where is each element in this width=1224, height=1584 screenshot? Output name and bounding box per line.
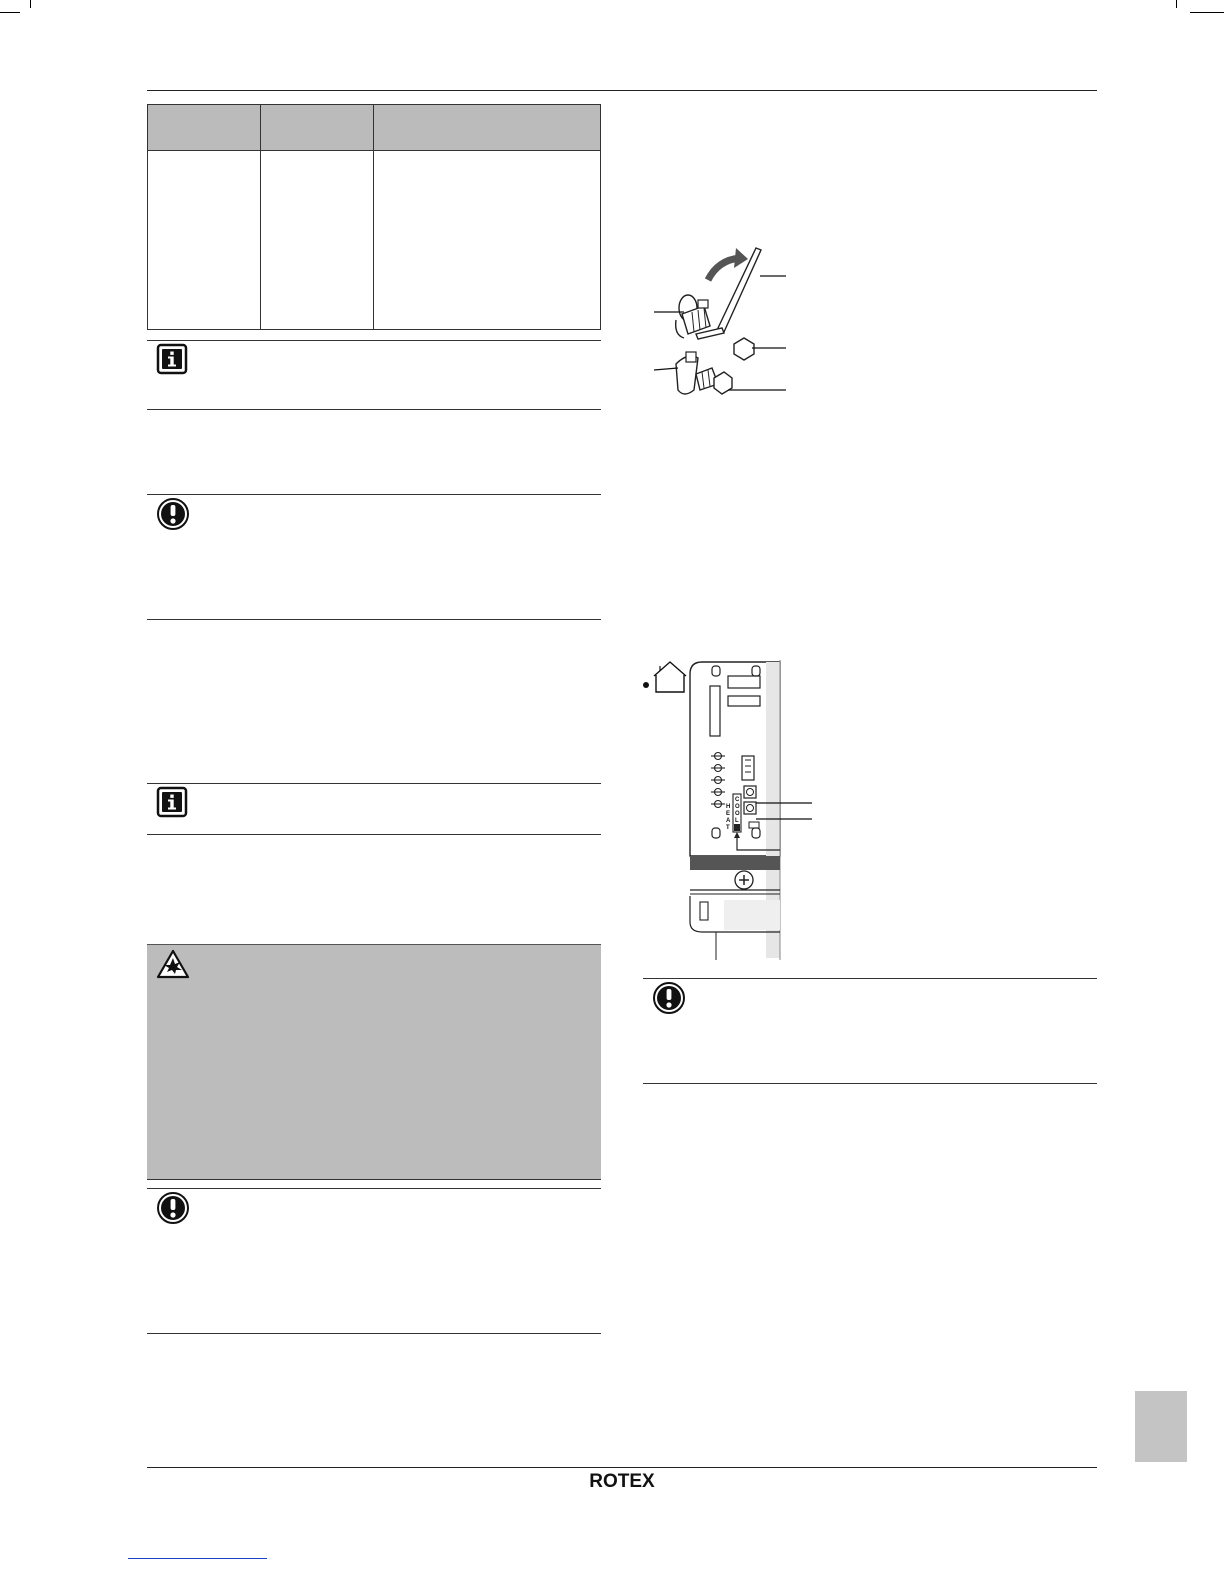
side-chapter-tab: [1135, 1391, 1187, 1462]
svg-text:H: H: [726, 804, 731, 810]
svg-text:O: O: [735, 804, 740, 810]
note-top-rule: [147, 494, 601, 495]
note-bottom-rule: [643, 1083, 1097, 1084]
note-top-rule: [643, 978, 1097, 979]
note-bottom-rule: [147, 409, 601, 410]
crop-mark-top-left: [0, 12, 20, 13]
exclamation-icon: [652, 981, 686, 1020]
info-icon: [156, 343, 188, 380]
table-header-row: [148, 105, 600, 151]
note-bottom-rule: [147, 619, 601, 620]
danger-panel: [147, 944, 601, 1180]
svg-text:E: E: [726, 811, 731, 817]
svg-text:C: C: [735, 797, 740, 803]
header-rule: [147, 90, 1097, 91]
crop-mark-top-right-v: [1176, 0, 1177, 8]
rotex-logo: [584, 1468, 660, 1494]
note-bottom-rule: [147, 834, 601, 835]
svg-text:A: A: [726, 818, 731, 824]
rotex-logo-text: ROTEX: [589, 1471, 655, 1492]
svg-text:T: T: [726, 825, 730, 831]
table-col-divider-2: [373, 105, 374, 329]
note-bottom-rule: [147, 1333, 601, 1334]
control-board-illustration: [688, 660, 813, 960]
svg-text:L: L: [735, 818, 739, 824]
note-top-rule: [147, 340, 601, 341]
note-top-rule: [147, 1188, 601, 1189]
footer-link-underline[interactable]: [128, 1558, 267, 1559]
crop-mark-top-left-v: [30, 0, 31, 8]
svg-text:O: O: [735, 811, 740, 817]
table: [147, 104, 601, 330]
exclamation-icon: [156, 1191, 190, 1230]
explosion-warning-icon: [156, 949, 190, 984]
note-bottom-rule: [147, 1179, 601, 1180]
note-top-rule: [147, 783, 601, 784]
table-col-divider-1: [260, 105, 261, 329]
info-icon: [156, 786, 188, 823]
stop-valve-illustration: [648, 240, 788, 410]
exclamation-icon: [156, 497, 190, 536]
crop-mark-top-right: [1190, 12, 1224, 13]
house-icon: [640, 660, 690, 701]
